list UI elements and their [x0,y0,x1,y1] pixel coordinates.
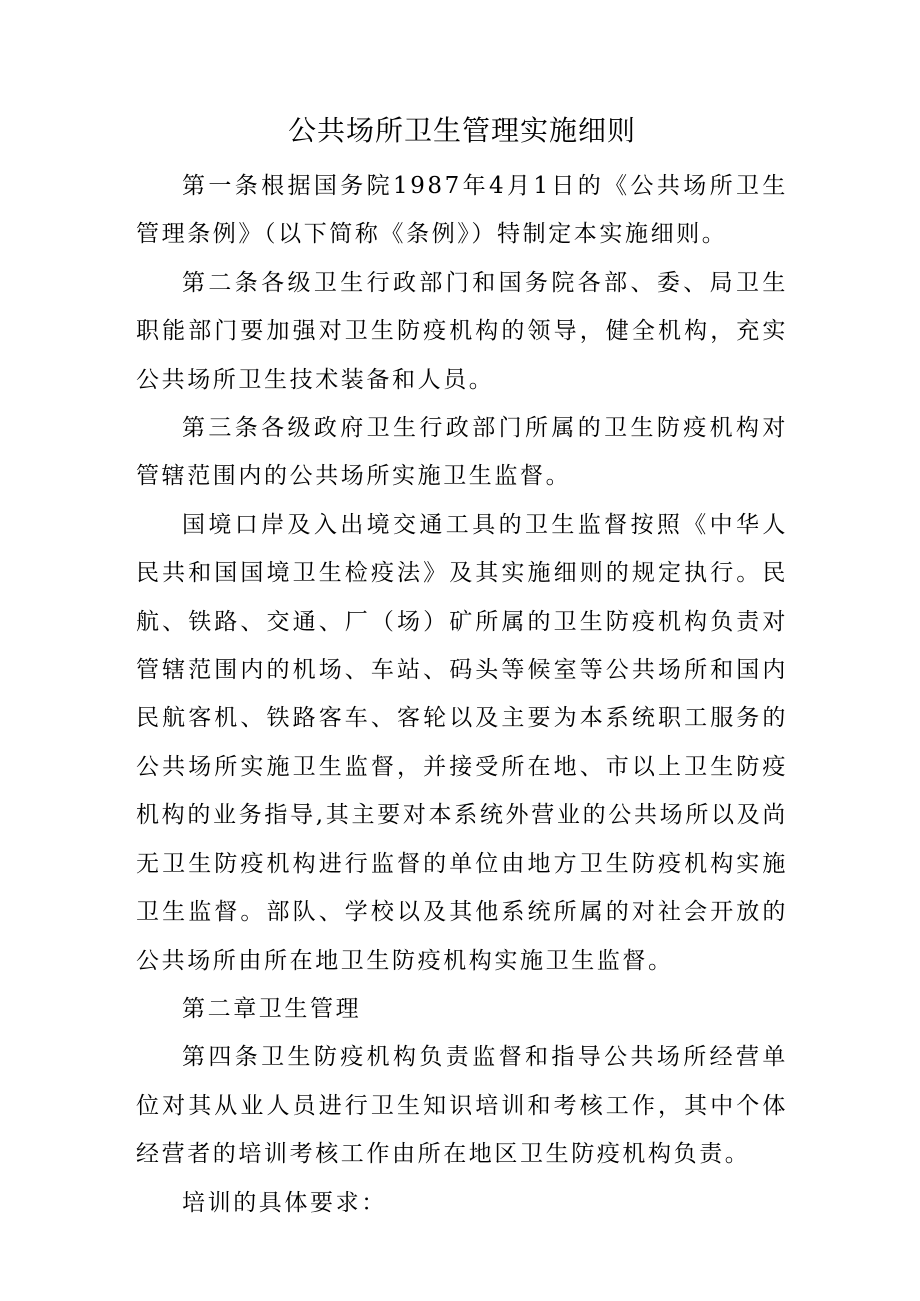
article-4: 第四条卫生防疫机构负责监督和指导公共场所经营单位对其从业人员进行卫生知识培训和考核工作，其中个体经营者的培训考核工作由所在地区卫生防疫机构负责。 [136,1044,788,1168]
training-requirements-heading: 培训的具体要求： [182,1189,387,1216]
document-page [136,100,788,1227]
article-2: 第二条各级卫生行政部门和国务院各部、委、局卫生职能部门要加强对卫生防疫机构的领导，健全机构，充实公共场所卫生技术装备和人员。 [136,269,788,393]
article-1: 第一条根据国务院1987年4月1日的《公共场所卫生管理条例》（以下简称《条例》）特制定本实施细则。 [136,173,788,248]
border-supervision-paragraph: 国境口岸及入出境交通工具的卫生监督按照《中华人民共和国国境卫生检疫法》及其实施细则的规定执行。民航、铁路、交通、厂（场）矿所属的卫生防疫机构负责对管辖范围内的机场、车站、码头等候室等公共场所和国内民航客机、铁路客车、客轮以及主要为本系统职工服务的公共场所实施卫生监督，并接受所在地、市以上卫生防疫机构的业务指导,其主要对本系统外营业的公共场所以及尚无卫生防疫机构进行监督的单位由地方卫生防疫机构实施卫生监督。部队、学校以及其他系统所属的对社会开放的公共场所由所在地卫生防疫机构实施卫生监督。 [136,511,788,974]
chapter-2-heading: 第二章卫生管理 [182,995,362,1022]
article-3: 第三条各级政府卫生行政部门所属的卫生防疫机构对管辖范围内的公共场所实施卫生监督。 [136,415,788,490]
document-title: 公共场所卫生管理实施细则 [287,114,636,147]
